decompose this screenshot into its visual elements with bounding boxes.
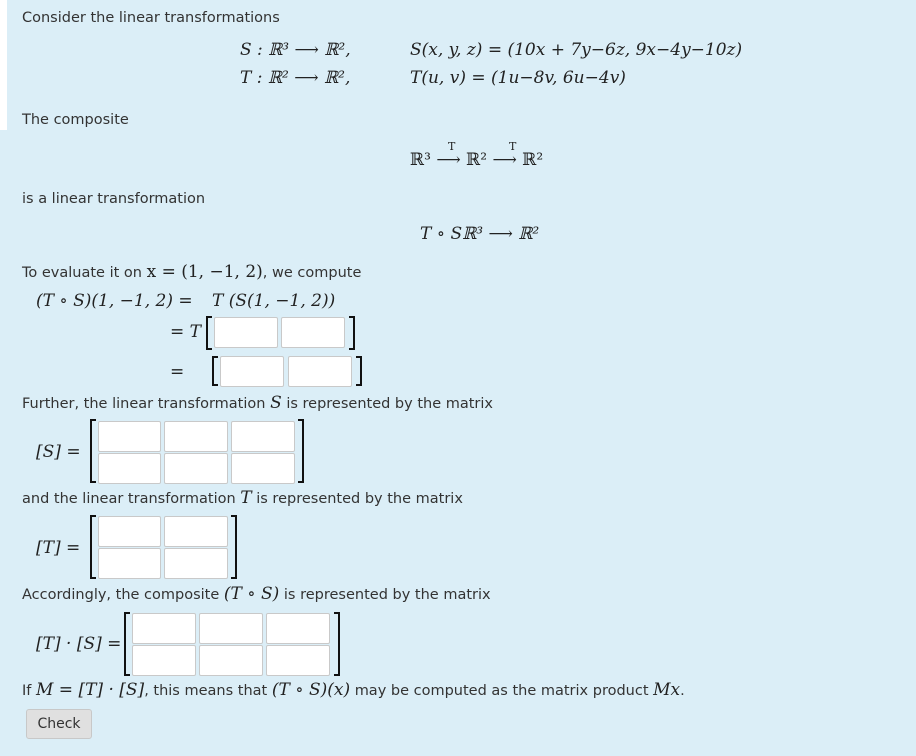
T-right-bracket — [231, 515, 237, 579]
S-input-2-2[interactable] — [164, 453, 228, 484]
evaluate-vector: x = (1, −1, 2) — [146, 262, 263, 282]
evaluate-suffix: , we compute — [262, 265, 362, 281]
eval-step3-right-bracket — [356, 356, 362, 386]
and-text-b: is represented by the matrix — [256, 491, 463, 507]
TS-input-2-1[interactable] — [132, 645, 196, 676]
composite-map: T ∘ Sℝ³ ⟶ ℝ² — [420, 224, 540, 244]
final-line — [22, 680, 685, 700]
eval-lhs: (T ∘ S)(1, −1, 2) = — [36, 291, 193, 311]
chain-label-1: T — [448, 140, 456, 153]
eval-step3-label: = — [170, 362, 185, 382]
S-input-1-1[interactable] — [98, 421, 161, 452]
final-math-1: M = [T] · [S] — [36, 680, 145, 700]
TS-input-1-1[interactable] — [132, 613, 196, 644]
eq-T-formula: T(u, v) = (1u−8v, 6u−4v) — [410, 68, 626, 88]
left-accent-bar — [0, 0, 7, 130]
TS-right-bracket — [334, 612, 340, 676]
and-line — [22, 488, 463, 508]
S-input-2-1[interactable] — [98, 453, 161, 484]
intro-text: Consider the linear transformations — [22, 10, 280, 26]
eval-step2-left-bracket — [206, 316, 212, 350]
check-button[interactable]: Check — [26, 709, 92, 739]
eq-S-map: S : ℝ³ ⟶ ℝ², — [240, 40, 351, 60]
accordingly-text-a: Accordingly, the composite — [22, 587, 220, 603]
accordingly-line — [22, 584, 491, 604]
TS-input-2-3[interactable] — [266, 645, 330, 676]
final-text-b: , this means that — [144, 683, 268, 699]
final-text-a: If — [22, 683, 32, 699]
final-math-2: (T ∘ S)(x) — [271, 680, 351, 700]
final-period: . — [680, 683, 685, 699]
T-left-bracket — [90, 515, 96, 579]
eq-S-formula: S(x, y, z) = (10x + 7y−6z, 9x−4y−10z) — [410, 40, 743, 60]
eq-T-map: T : ℝ² ⟶ ℝ², — [240, 68, 351, 88]
T-input-1-1[interactable] — [98, 516, 161, 547]
evaluate-prefix: To evaluate it on — [22, 265, 142, 281]
T-input-2-1[interactable] — [98, 548, 161, 579]
eval-step2-label: = T — [170, 322, 201, 342]
S-input-1-2[interactable] — [164, 421, 228, 452]
TS-label: [T] · [S] = — [36, 634, 122, 654]
linear-text: is a linear transformation — [22, 191, 206, 207]
T-label: [T] = — [36, 538, 81, 558]
eval-step3-left-bracket — [212, 356, 218, 386]
eval-step2-right-bracket — [349, 316, 355, 350]
TS-input-1-2[interactable] — [199, 613, 263, 644]
S-input-1-3[interactable] — [231, 421, 295, 452]
and-T: T — [240, 488, 252, 508]
further-line — [22, 393, 493, 413]
chain-label-2: T — [509, 140, 517, 153]
accordingly-text-b: is represented by the matrix — [283, 587, 491, 603]
T-input-2-2[interactable] — [164, 548, 228, 579]
composite-text: The composite — [22, 112, 129, 128]
S-left-bracket — [90, 419, 96, 483]
eval-rhs: T (S(1, −1, 2)) — [212, 291, 336, 311]
eval-step2-input-2[interactable] — [281, 317, 345, 348]
accordingly-math: (T ∘ S) — [223, 584, 280, 604]
eval-step3-input-2[interactable] — [288, 356, 352, 387]
TS-input-1-3[interactable] — [266, 613, 330, 644]
eval-step2-input-1[interactable] — [214, 317, 278, 348]
final-text-c: may be computed as the matrix product — [354, 683, 649, 699]
S-input-2-3[interactable] — [231, 453, 295, 484]
TS-left-bracket — [124, 612, 130, 676]
and-text-a: and the linear transformation — [22, 491, 236, 507]
S-label: [S] = — [36, 442, 81, 462]
eval-step3-input-1[interactable] — [220, 356, 284, 387]
S-right-bracket — [298, 419, 304, 483]
further-text-b: is represented by the matrix — [286, 396, 494, 412]
evaluate-line — [22, 262, 361, 282]
TS-input-2-2[interactable] — [199, 645, 263, 676]
final-math-3: Mx — [653, 680, 681, 700]
further-S: S — [270, 393, 282, 413]
further-text-a: Further, the linear transformation — [22, 396, 266, 412]
composite-chain: ℝ³ ⟶ ℝ² ⟶ ℝ² — [410, 150, 544, 170]
T-input-1-2[interactable] — [164, 516, 228, 547]
